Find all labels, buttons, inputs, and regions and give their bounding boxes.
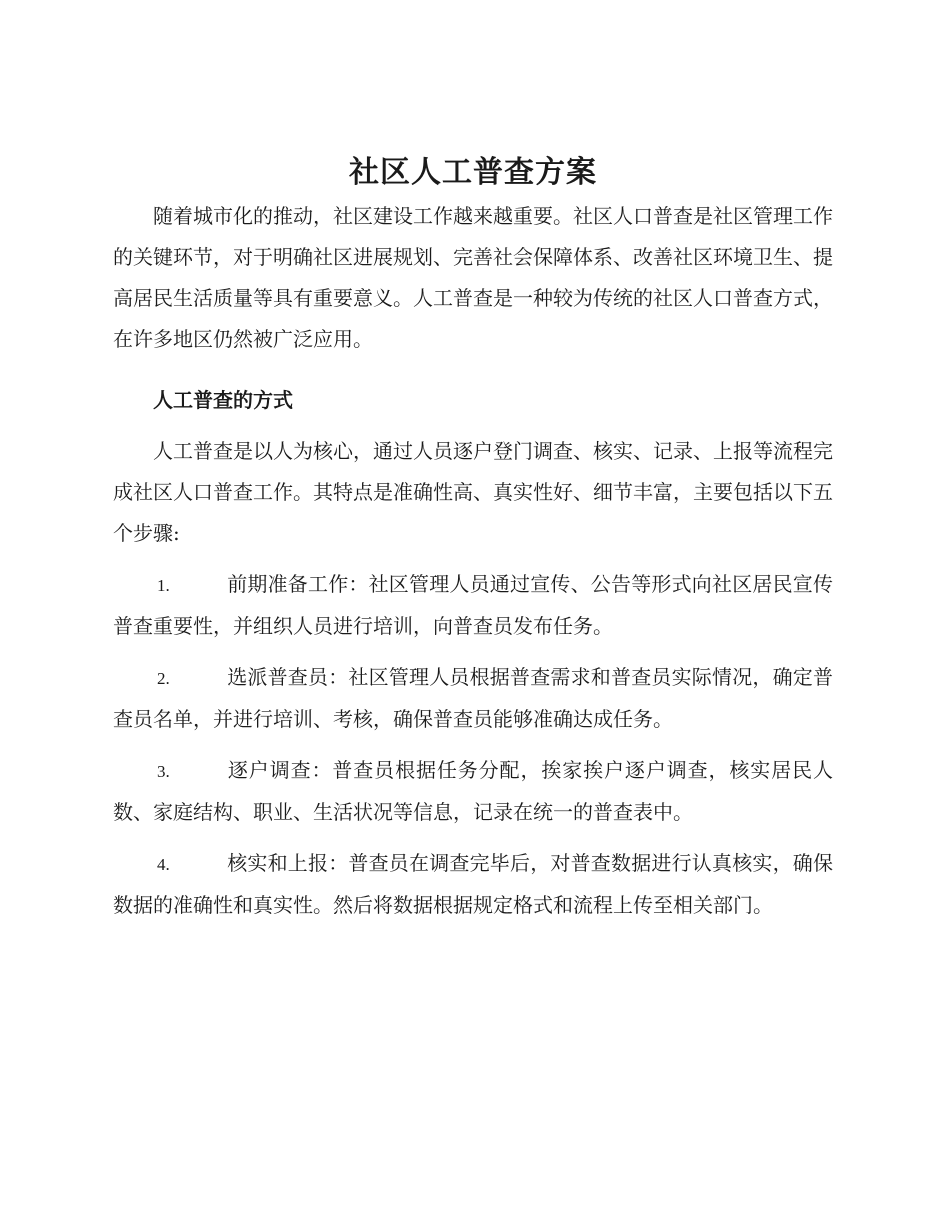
intro-paragraph: 随着城市化的推动，社区建设工作越来越重要。社区人口普查是社区管理工作的关键环节，对于明确社区进展规划、完善社会保障体系、改善社区环境卫生、提高居民生活质量等具有重要意义。人工普查是一种较为传统的社区人口普查方式，在许多地区仍然被广泛应用。	[113, 204, 833, 351]
list-item	[113, 843, 833, 926]
list-item-number: 1.	[157, 576, 170, 595]
list-item-text: 逐户调查：普查员根据任务分配，挨家挨户逐户调查，核实居民人数、家庭结构、职业、生活状况等信息，记录在统一的普查表中。	[113, 758, 833, 824]
list-item	[113, 657, 833, 740]
spacer	[113, 360, 833, 370]
list-item-text: 选派普查员：社区管理人员根据普查需求和普查员实际情况，确定普查员名单，并进行培训、考核，确保普查员能够准确达成任务。	[113, 665, 833, 731]
list-item-number: 3.	[157, 762, 170, 781]
list-item	[113, 750, 833, 833]
section-heading: 人工普查的方式	[153, 388, 293, 412]
list-item	[113, 564, 833, 647]
document-page	[113, 150, 833, 926]
page-title: 社区人工普查方案	[349, 155, 597, 190]
list-item-number: 4.	[157, 855, 170, 874]
list-item-text: 前期准备工作：社区管理人员通过宣传、公告等形式向社区居民宣传普查重要性，并组织人员进行培训，向普查员发布任务。	[113, 572, 833, 638]
list-item-text: 核实和上报：普查员在调查完毕后，对普查数据进行认真核实，确保数据的准确性和真实性。然后将数据根据规定格式和流程上传至相关部门。	[113, 851, 833, 917]
list-item-number: 2.	[157, 669, 170, 688]
section-paragraph: 人工普查是以人为核心，通过人员逐户登门调查、核实、记录、上报等流程完成社区人口普查工作。其特点是准确性高、真实性好、细节丰富，主要包括以下五个步骤:	[113, 439, 833, 545]
